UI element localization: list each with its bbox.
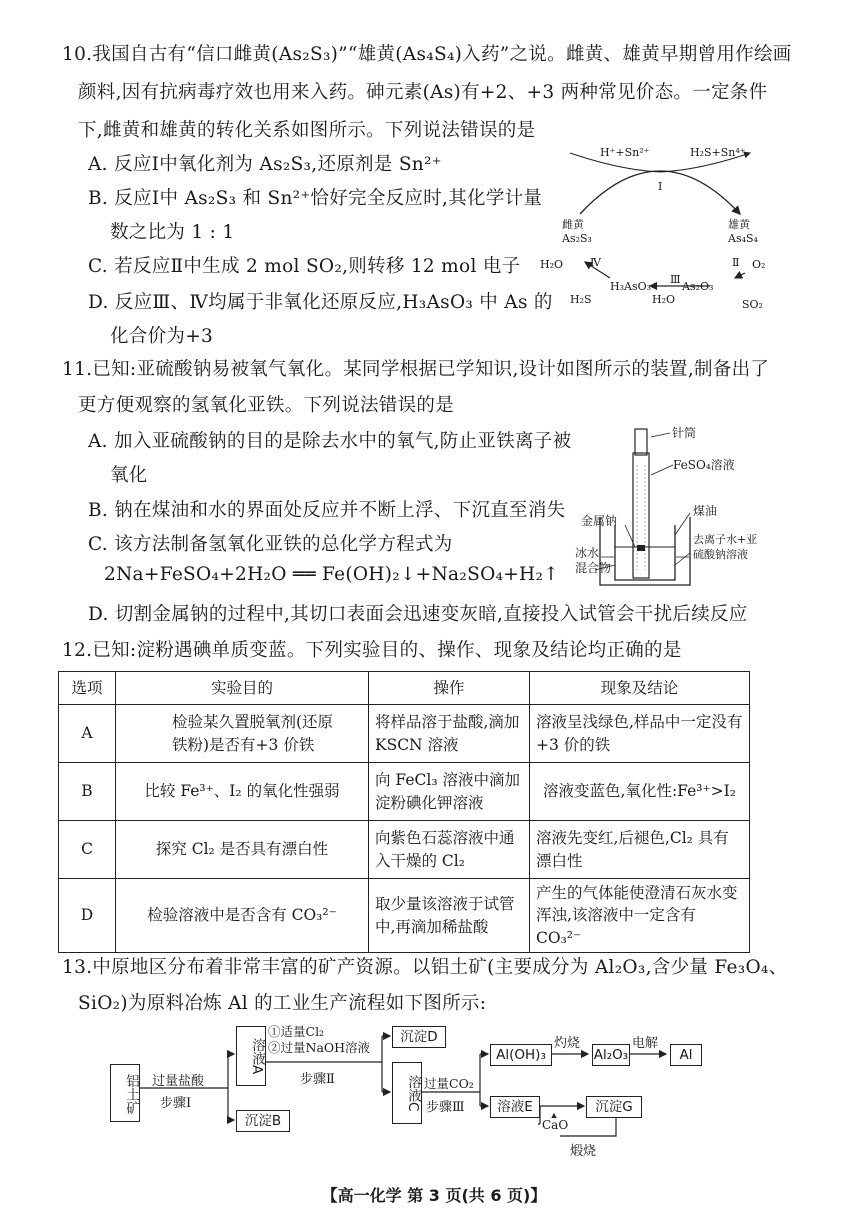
apparatus-ice-line1: 冰水 bbox=[575, 546, 600, 560]
q10-option-c: C. 若反应Ⅱ中生成 2 mol SO₂,则转移 12 mol 电子 bbox=[88, 256, 521, 277]
table-row bbox=[59, 705, 750, 763]
label-calcine: 煅烧 bbox=[570, 1144, 597, 1159]
apparatus-ice-line2: 混合物 bbox=[575, 561, 612, 575]
box-solution-e: 溶液E bbox=[490, 1096, 540, 1118]
q10-stem-line3: 下,雌黄和雄黄的转化关系如图所示。下列说法错误的是 bbox=[78, 120, 536, 141]
q10-cycle-diagram bbox=[540, 138, 780, 318]
box-aluminium: Al bbox=[670, 1044, 702, 1066]
box-precipitate-b: 沉淀B bbox=[236, 1110, 290, 1132]
q10-stem-line2: 颜料,因有抗病毒疗效也用来入药。砷元素(As)有+2、+3 两种常见价态。一定条件 bbox=[78, 82, 768, 103]
table-cell: 溶液先变红,后褪色,Cl₂ 具有漂白性 bbox=[530, 821, 750, 879]
page-footer: 【高一化学 第 3 页(共 6 页)】 bbox=[321, 1186, 547, 1205]
q10-option-d-line1: D. 反应Ⅲ、Ⅳ均属于非氧化还原反应,H₃AsO₃ 中 As 的 bbox=[88, 292, 553, 313]
header-purpose: 实验目的 bbox=[116, 672, 369, 705]
diagram-so2: SO₂ bbox=[742, 298, 763, 311]
diagram-as2o3: As₂O₃ bbox=[682, 280, 714, 293]
diagram-h3aso3: H₃AsO₃ bbox=[610, 280, 652, 293]
table-cell: 溶液呈浅绿色,样品中一定没有+3 价的铁 bbox=[530, 705, 750, 763]
label-electrolysis: 电解 bbox=[632, 1036, 659, 1051]
step1-reagent: 过量盐酸 bbox=[152, 1074, 205, 1089]
table-cell: 将样品溶于盐酸,滴加 KSCN 溶液 bbox=[369, 705, 530, 763]
q11-option-c-line1: C. 该方法制备氢氧化亚铁的总化学方程式为 bbox=[88, 534, 453, 555]
q10-stem-line1: 10.我国自古有“信口雌黄(As₂S₃)”“雄黄(As₄S₄)入药”之说。雌黄、雄黄早期曾用作绘画 bbox=[62, 44, 792, 65]
diagram-h2o-mid: H₂O bbox=[652, 293, 676, 306]
table-row bbox=[59, 879, 750, 953]
q10-option-b-line1: B. 反应Ⅰ中 As₂S₃ 和 Sn²⁺恰好完全反应时,其化学计量 bbox=[88, 188, 543, 209]
q11-apparatus-diagram bbox=[575, 425, 775, 590]
q11-stem-line1: 11.已知:亚硫酸钠易被氧气氧化。某同学根据已学知识,设计如图所示的装置,制备出了 bbox=[62, 359, 770, 380]
table-cell: 检验溶液中是否含有 CO₃²⁻ bbox=[116, 879, 369, 953]
box-ore: 铝土矿 bbox=[110, 1064, 140, 1122]
step3-label: 步骤Ⅲ bbox=[426, 1100, 465, 1115]
q10-option-b-line2: 数之比为 1 : 1 bbox=[110, 222, 235, 243]
step2-label: 步骤Ⅱ bbox=[300, 1072, 335, 1087]
step2-reagent-2: ②过量NaOH溶液 bbox=[268, 1040, 371, 1055]
table-cell: C bbox=[59, 821, 116, 879]
table-cell: A bbox=[59, 705, 116, 763]
diagram-top-right: H₂S+Sn⁴⁺ bbox=[690, 146, 746, 159]
diagram-left-formula: As₂S₃ bbox=[562, 232, 592, 245]
table-row bbox=[59, 763, 750, 821]
diagram-left-name: 雌黄 bbox=[562, 218, 584, 231]
q13-stem-line2: SiO₂)为原料冶炼 Al 的工业生产流程如下图所示: bbox=[78, 993, 487, 1014]
diagram-right-name: 雄黄 bbox=[728, 218, 750, 231]
diagram-h2o-left: H₂O bbox=[540, 258, 564, 271]
apparatus-feso4: FeSO₄溶液 bbox=[673, 458, 735, 472]
table-cell: 比较 Fe³⁺、I₂ 的氧化性强弱 bbox=[116, 763, 369, 821]
q12-table bbox=[58, 671, 750, 953]
table-cell: 溶液变蓝色,氧化性:Fe³⁺>I₂ bbox=[530, 763, 750, 821]
label-burn: 灼烧 bbox=[554, 1036, 581, 1051]
apparatus-water-line2: 硫酸钠溶液 bbox=[693, 548, 748, 561]
header-result: 现象及结论 bbox=[530, 672, 750, 705]
q10-option-d-line2: 化合价为+3 bbox=[110, 326, 214, 347]
q13-flow-chart bbox=[100, 1018, 720, 1168]
q11-option-c-equation: 2Na+FeSO₄+2H₂O ══ Fe(OH)₂↓+Na₂SO₄+H₂↑ bbox=[104, 564, 560, 585]
step2-reagent-1: ①适量Cl₂ bbox=[268, 1024, 325, 1039]
table-cell: B bbox=[59, 763, 116, 821]
diagram-reaction-2: Ⅱ bbox=[732, 256, 740, 269]
table-cell: 探究 Cl₂ 是否具有漂白性 bbox=[116, 821, 369, 879]
step3-reagent: 过量CO₂ bbox=[424, 1076, 474, 1091]
diagram-reaction-1: Ⅰ bbox=[658, 180, 663, 193]
q11-option-b: B. 钠在煤油和水的界面处反应并不断上浮、下沉直至消失 bbox=[88, 500, 566, 521]
box-alumina: Al₂O₃ bbox=[592, 1044, 630, 1066]
q12-stem: 12.已知:淀粉遇碘单质变蓝。下列实验目的、操作、现象及结论均正确的是 bbox=[62, 640, 682, 661]
box-aluminium-hydroxide: Al(OH)₃ bbox=[490, 1044, 552, 1066]
apparatus-syringe: 针筒 bbox=[672, 426, 697, 440]
q11-option-d: D. 切割金属钠的过程中,其切口表面会迅速变灰暗,直接投入试管会干扰后续反应 bbox=[88, 604, 748, 625]
label-cao: CaO bbox=[542, 1118, 569, 1132]
table-row bbox=[59, 821, 750, 879]
header-operation: 操作 bbox=[369, 672, 530, 705]
table-cell: 取少量该溶液于试管中,再滴加稀盐酸 bbox=[369, 879, 530, 953]
q13-stem-line1: 13.中原地区分布着非常丰富的矿产资源。以铝土矿(主要成分为 Al₂O₃,含少量 Fe₃O₄、 bbox=[62, 957, 788, 978]
box-precipitate-d: 沉淀D bbox=[392, 1026, 446, 1048]
diagram-h2s: H₂S bbox=[570, 293, 592, 306]
diagram-top-left: H⁺+Sn²⁺ bbox=[600, 146, 650, 159]
box-solution-a: 溶液A bbox=[236, 1026, 266, 1086]
table-cell: 向紫色石蕊溶液中通入干燥的 Cl₂ bbox=[369, 821, 530, 879]
diagram-reaction-4: Ⅳ bbox=[590, 256, 601, 269]
apparatus-sodium: 金属钠 bbox=[581, 514, 618, 528]
box-solution-c: 溶液C bbox=[392, 1062, 422, 1124]
apparatus-water-line1: 去离子水+亚 bbox=[693, 533, 758, 546]
table-cell: D bbox=[59, 879, 116, 953]
box-precipitate-g: 沉淀G bbox=[586, 1096, 642, 1118]
table-cell: 向 FeCl₃ 溶液中滴加淀粉碘化钾溶液 bbox=[369, 763, 530, 821]
q10-option-a: A. 反应Ⅰ中氧化剂为 As₂S₃,还原剂是 Sn²⁺ bbox=[88, 154, 442, 175]
table-cell: 检验某久置脱氧剂(还原铁粉)是否有+3 价铁 bbox=[116, 705, 369, 763]
q11-option-a-line2: 氧化 bbox=[110, 465, 148, 486]
step1-label: 步骤Ⅰ bbox=[160, 1096, 192, 1111]
table-cell: 产生的气体能使澄清石灰水变浑浊,该溶液中一定含有 CO₃²⁻ bbox=[530, 879, 750, 953]
diagram-o2: O₂ bbox=[752, 258, 766, 271]
q11-option-a-line1: A. 加入亚硫酸钠的目的是除去水中的氧气,防止亚铁离子被 bbox=[88, 431, 572, 452]
diagram-reaction-3: Ⅲ bbox=[670, 273, 681, 286]
diagram-right-formula: As₄S₄ bbox=[728, 232, 758, 245]
header-option: 选项 bbox=[59, 672, 116, 705]
q11-stem-line2: 更方便观察的氢氧化亚铁。下列说法错误的是 bbox=[78, 395, 455, 416]
table-header-row bbox=[59, 672, 750, 705]
apparatus-kerosene: 煤油 bbox=[693, 504, 718, 518]
